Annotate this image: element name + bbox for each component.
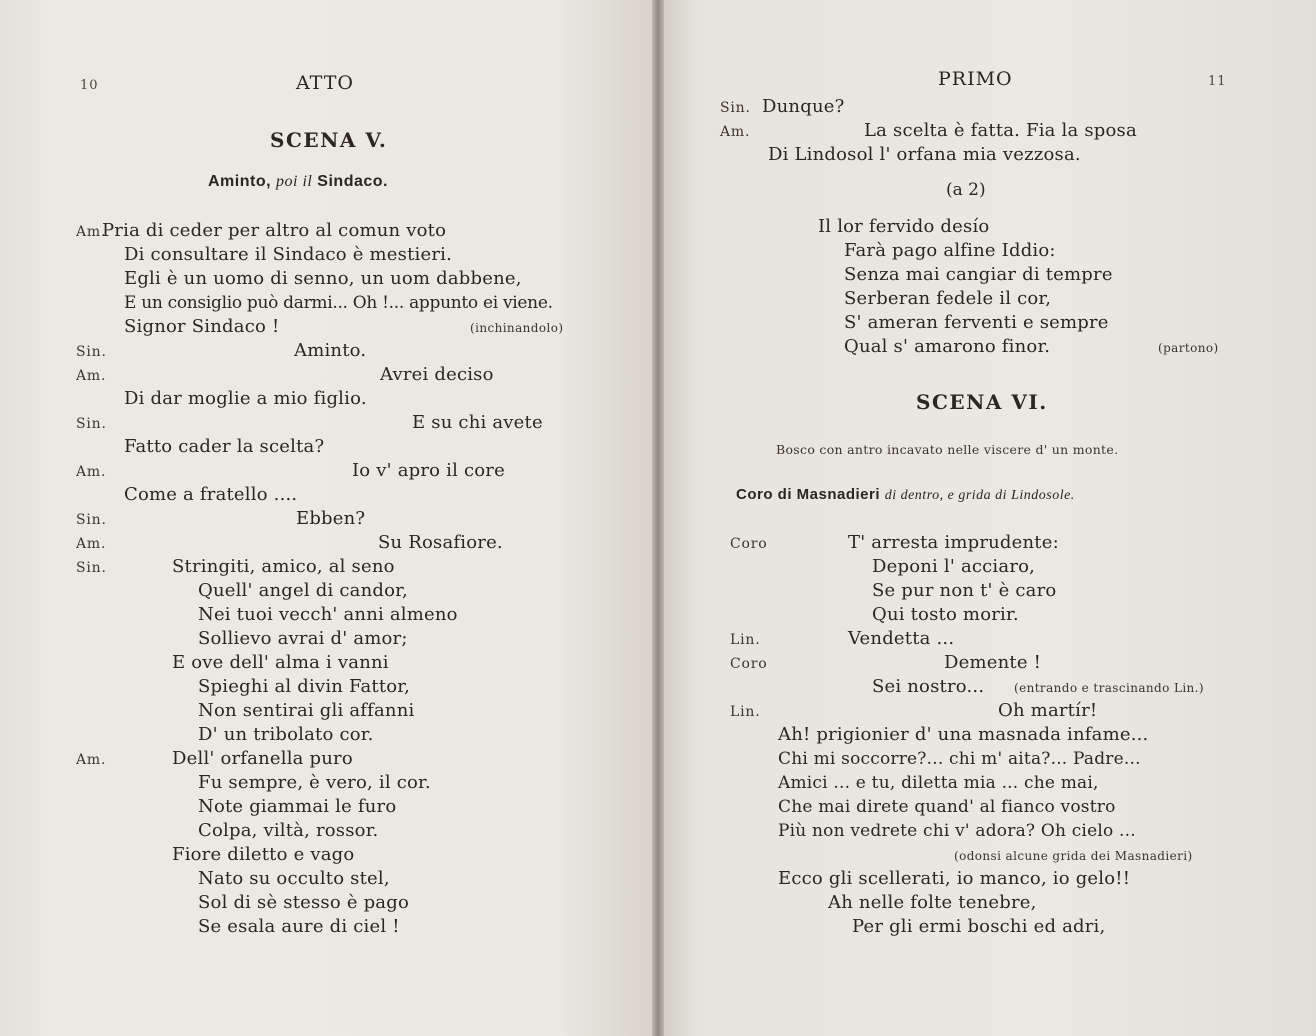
verse-line: Ah nelle folte tenebre, [828, 892, 1037, 913]
speaker-label: Am. [76, 368, 107, 384]
verse-line: Avrei deciso [380, 364, 494, 385]
verse-line: Qui tosto morir. [872, 604, 1019, 625]
verse-line: Nei tuoi vecch' anni almeno [198, 604, 458, 625]
verse-line: Nato su occulto stel, [198, 868, 390, 889]
speaker-label: Lin. [730, 704, 761, 720]
verse-line: Che mai direte quand' al fianco vostro [778, 797, 1116, 817]
verse-line: D' un tribolato cor. [198, 724, 374, 745]
stage-direction: (entrando e trascinando Lin.) [1014, 681, 1204, 695]
speaker-label: Sin. [76, 344, 107, 360]
verse-line: Ah! prigionier d' una masnada infame... [778, 724, 1149, 745]
verse-line: Spieghi al divin Fattor, [198, 676, 411, 697]
verse-line: Aminto. [294, 340, 367, 361]
stage-direction: (odonsi alcune grida dei Masnadieri) [954, 849, 1193, 863]
scene-title: SCENA VI. [916, 390, 1048, 414]
scene-title: SCENA V. [270, 128, 388, 152]
verse-line: Demente ! [944, 652, 1042, 673]
verse-line: Sei nostro... [872, 676, 985, 697]
verse-line: Serberan fedele il cor, [844, 288, 1052, 309]
duet-label: (a 2) [946, 180, 986, 200]
verse-line: Su Rosafiore. [378, 532, 503, 553]
verse-line: Di consultare il Sindaco è mestieri. [124, 244, 453, 265]
scene-setting: Bosco con antro incavato nelle viscere d' un monte. [776, 442, 1119, 457]
verse-line: Ebben? [296, 508, 366, 529]
verse-line: E un consiglio può darmi... Oh !... appunto ei viene. [124, 293, 553, 313]
verse-line: Signor Sindaco ! [124, 316, 280, 337]
stage-direction: (inchinandolo) [470, 321, 564, 335]
speaker-label: Sin. [76, 416, 107, 432]
speaker-label: Coro [730, 536, 768, 552]
verse-line: Dell' orfanella puro [172, 748, 353, 769]
verse-line: Oh martír! [998, 700, 1098, 721]
verse-line: Il lor fervido desío [818, 216, 990, 237]
character-main: Coro di Masnadieri [736, 486, 881, 503]
verse-line: Colpa, viltà, rossor. [198, 820, 379, 841]
verse-line: Farà pago alfine Iddio: [844, 240, 1056, 261]
verse-line: Come a fratello .... [124, 484, 298, 505]
verse-line: Senza mai cangiar di tempre [844, 264, 1113, 285]
verse-line: Chi mi soccorre?... chi m' aita?... Padre... [778, 749, 1141, 769]
verse-line: Di Lindosol l' orfana mia vezzosa. [768, 144, 1081, 165]
scene-characters [208, 173, 388, 191]
speaker-label: Lin. [730, 632, 761, 648]
verse-line: Note giammai le furo [198, 796, 397, 817]
scene-characters [736, 486, 1075, 504]
right-page [658, 0, 1316, 1036]
verse-line: Ecco gli scellerati, io manco, io gelo!! [778, 868, 1131, 889]
verse-line: Non sentirai gli affanni [198, 700, 415, 721]
verse-line: La scelta è fatta. Fia la sposa [864, 120, 1137, 141]
speaker-label: Am. [76, 752, 107, 768]
stage-direction: (partono) [1158, 341, 1219, 355]
speaker-label: Sin. [76, 560, 107, 576]
verse-line: Fatto cader la scelta? [124, 436, 325, 457]
verse-line: Stringiti, amico, al seno [172, 556, 395, 577]
verse-line: Fiore diletto e vago [172, 844, 355, 865]
verse-line: Più non vedrete chi v' adora? Oh cielo ... [778, 821, 1136, 841]
speaker-label: Sin. [720, 100, 751, 116]
verse-line: Egli è un uomo di senno, un uom dabbene, [124, 268, 522, 289]
speaker-label: Am. [76, 224, 107, 240]
character-second: Sindaco. [317, 173, 388, 190]
speaker-label: Am. [76, 464, 107, 480]
verse-line: Dunque? [762, 96, 845, 117]
verse-line: Io v' apro il core [352, 460, 505, 481]
page-number: 11 [1208, 74, 1227, 89]
verse-line: Pria di ceder per altro al comun voto [102, 220, 447, 241]
speaker-label: Am. [720, 124, 751, 140]
verse-line: Se pur non t' è caro [872, 580, 1057, 601]
running-head: PRIMO [938, 68, 1013, 90]
verse-line: Deponi l' acciaro, [872, 556, 1036, 577]
verse-line: Amici ... e tu, diletta mia ... che mai, [778, 773, 1099, 793]
character-rest: di dentro, e grida di Lindosole. [884, 488, 1075, 503]
verse-line: Di dar moglie a mio figlio. [124, 388, 367, 409]
verse-line: Qual s' amarono finor. [844, 336, 1051, 357]
page-number: 10 [80, 78, 99, 93]
speaker-label: Coro [730, 656, 768, 672]
verse-line: T' arresta imprudente: [848, 532, 1059, 553]
book-gutter [652, 0, 664, 1036]
verse-line: E ove dell' alma i vanni [172, 652, 389, 673]
verse-line: E su chi avete [412, 412, 543, 433]
verse-line: Vendetta ... [848, 628, 955, 649]
verse-line: Sol di sè stesso è pago [198, 892, 410, 913]
verse-line: Per gli ermi boschi ed adri, [852, 916, 1106, 937]
character-main: Aminto, [208, 173, 272, 190]
speaker-label: Sin. [76, 512, 107, 528]
verse-line: S' ameran ferventi e sempre [844, 312, 1109, 333]
verse-line: Sollievo avrai d' amor; [198, 628, 408, 649]
character-connector: poi il [276, 173, 313, 190]
verse-line: Fu sempre, è vero, il cor. [198, 772, 431, 793]
running-head: ATTO [296, 72, 354, 94]
speaker-label: Am. [76, 536, 107, 552]
verse-line: Se esala aure di ciel ! [198, 916, 400, 937]
verse-line: Quell' angel di candor, [198, 580, 408, 601]
